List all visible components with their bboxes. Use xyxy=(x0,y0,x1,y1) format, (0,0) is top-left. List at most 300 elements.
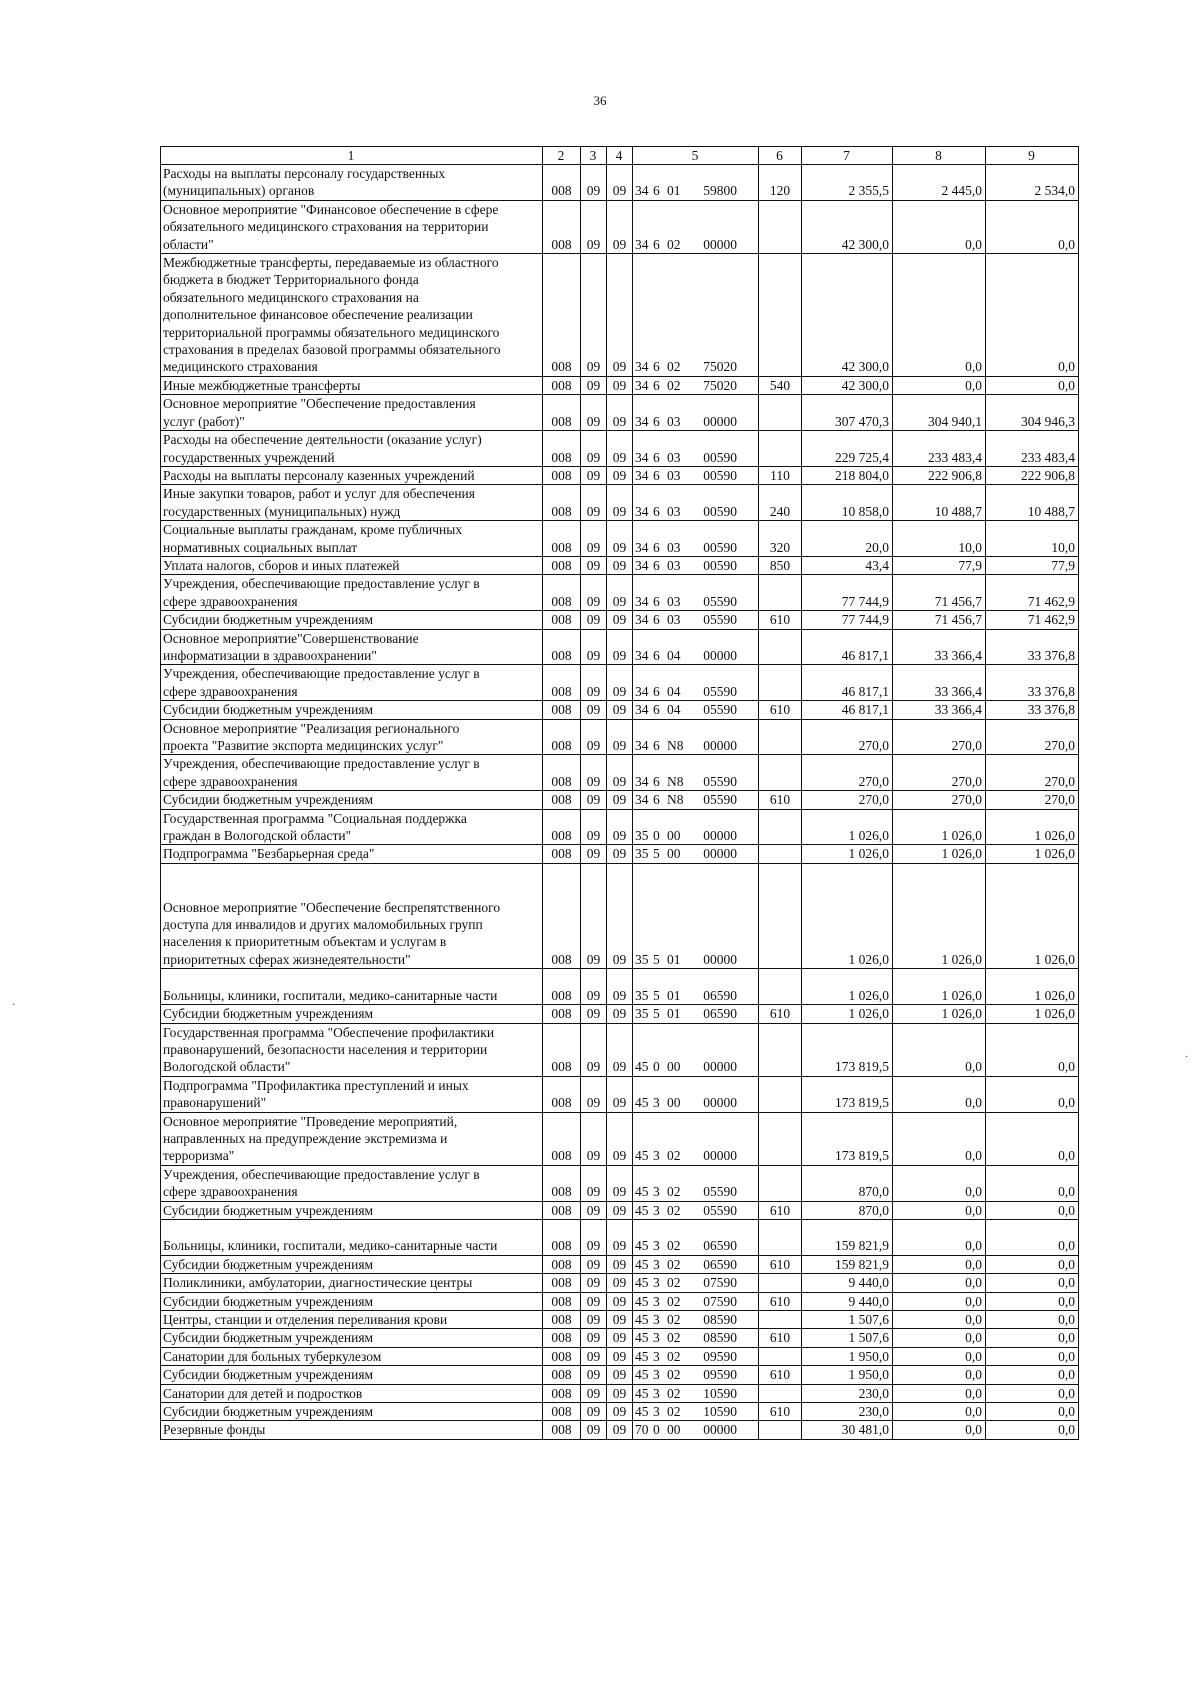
amount-year2-cell: 304 940,1 xyxy=(893,395,986,431)
amount-year3-cell: 0,0 xyxy=(986,1219,1079,1255)
target-article-part: 59800 xyxy=(703,183,737,199)
target-article-part: 35 xyxy=(635,846,649,862)
target-article-part: 05590 xyxy=(703,773,737,789)
target-article-part: 00 xyxy=(667,828,681,844)
scan-mark: · xyxy=(1185,1052,1189,1063)
subsection-code-cell: 09 xyxy=(607,1329,633,1347)
subsection-code-cell: 09 xyxy=(607,1274,633,1292)
target-article-part: 34 xyxy=(635,236,649,252)
row-name-cell: Подпрограмма "Безбарьерная среда" xyxy=(161,845,543,863)
subsection-code-cell: 09 xyxy=(607,719,633,755)
ministry-code-cell: 008 xyxy=(543,1366,581,1384)
row-name-cell: Уплата налогов, сборов и иных платежей xyxy=(161,556,543,574)
target-article-part: 02 xyxy=(667,1275,681,1291)
target-article-cell xyxy=(633,611,759,629)
subsection-code-cell: 09 xyxy=(607,376,633,394)
ministry-code-cell: 008 xyxy=(543,1112,581,1165)
section-code-cell: 09 xyxy=(581,719,607,755)
target-article-part: 00590 xyxy=(703,449,737,465)
expense-type-cell xyxy=(759,1347,802,1365)
header-cell: 8 xyxy=(893,147,986,165)
table-row xyxy=(161,165,1079,201)
target-article-part: 34 xyxy=(635,612,649,628)
amount-year2-cell: 0,0 xyxy=(893,1255,986,1273)
target-article-part: 01 xyxy=(667,1006,681,1022)
section-code-cell: 09 xyxy=(581,521,607,557)
ministry-code-cell: 008 xyxy=(543,1023,581,1076)
target-article-part: 00000 xyxy=(703,236,737,252)
section-code-cell: 09 xyxy=(581,969,607,1005)
ministry-code-cell: 008 xyxy=(543,466,581,484)
row-name-cell: Субсидии бюджетным учреждениям xyxy=(161,1005,543,1023)
expense-type-cell xyxy=(759,1076,802,1112)
target-article-part: 03 xyxy=(667,413,681,429)
expense-type-cell: 240 xyxy=(759,485,802,521)
amount-year3-cell: 0,0 xyxy=(986,1112,1079,1165)
amount-year2-cell: 1 026,0 xyxy=(893,1005,986,1023)
subsection-code-cell: 09 xyxy=(607,521,633,557)
amount-year1-cell: 159 821,9 xyxy=(802,1255,893,1273)
section-code-cell: 09 xyxy=(581,1165,607,1201)
section-code-cell: 09 xyxy=(581,809,607,845)
amount-year2-cell: 270,0 xyxy=(893,791,986,809)
amount-year2-cell: 0,0 xyxy=(893,1023,986,1076)
ministry-code-cell: 008 xyxy=(543,1255,581,1273)
row-name-cell: Субсидии бюджетным учреждениям xyxy=(161,791,543,809)
expense-type-cell: 610 xyxy=(759,1403,802,1421)
row-name-cell: Подпрограмма "Профилактика преступлений и иных правонарушений" xyxy=(161,1076,543,1112)
amount-year2-cell: 0,0 xyxy=(893,376,986,394)
row-name-cell: Основное мероприятие "Реализация регионального проекта "Развитие экспорта медицинских услуг" xyxy=(161,719,543,755)
target-article-part: 03 xyxy=(667,557,681,573)
section-code-cell: 09 xyxy=(581,556,607,574)
target-article-part: 5 xyxy=(653,1006,660,1022)
amount-year2-cell: 0,0 xyxy=(893,1274,986,1292)
expense-type-cell xyxy=(759,755,802,791)
amount-year2-cell: 33 366,4 xyxy=(893,701,986,719)
target-article-cell xyxy=(633,395,759,431)
ministry-code-cell: 008 xyxy=(543,845,581,863)
row-name-cell: Поликлиники, амбулатории, диагностические центры xyxy=(161,1274,543,1292)
amount-year2-cell: 233 483,4 xyxy=(893,431,986,467)
table-row xyxy=(161,575,1079,611)
section-code-cell: 09 xyxy=(581,575,607,611)
amount-year2-cell: 1 026,0 xyxy=(893,969,986,1005)
target-article-cell xyxy=(633,1023,759,1076)
target-article-part: 34 xyxy=(635,647,649,663)
amount-year1-cell: 30 481,0 xyxy=(802,1421,893,1439)
target-article-part: 10590 xyxy=(703,1385,737,1401)
target-article-part: 34 xyxy=(635,557,649,573)
subsection-code-cell: 09 xyxy=(607,431,633,467)
table-row xyxy=(161,701,1079,719)
expense-type-cell: 120 xyxy=(759,165,802,201)
section-code-cell: 09 xyxy=(581,1347,607,1365)
target-article-cell xyxy=(633,431,759,467)
target-article-part: 3 xyxy=(653,1184,660,1200)
target-article-part: 00 xyxy=(667,846,681,862)
expense-type-cell: 610 xyxy=(759,1292,802,1310)
ministry-code-cell: 008 xyxy=(543,431,581,467)
amount-year2-cell: 1 026,0 xyxy=(893,845,986,863)
ministry-code-cell: 008 xyxy=(543,611,581,629)
target-article-part: 34 xyxy=(635,467,649,483)
target-article-part: 00590 xyxy=(703,539,737,555)
amount-year1-cell: 77 744,9 xyxy=(802,575,893,611)
amount-year2-cell: 270,0 xyxy=(893,719,986,755)
amount-year3-cell: 2 534,0 xyxy=(986,165,1079,201)
target-article-part: 75020 xyxy=(703,377,737,393)
expense-type-cell: 610 xyxy=(759,1201,802,1219)
section-code-cell: 09 xyxy=(581,665,607,701)
expense-type-cell xyxy=(759,1165,802,1201)
section-code-cell: 09 xyxy=(581,755,607,791)
expense-type-cell: 540 xyxy=(759,376,802,394)
subsection-code-cell: 09 xyxy=(607,863,633,968)
subsection-code-cell: 09 xyxy=(607,1366,633,1384)
amount-year1-cell: 1 026,0 xyxy=(802,969,893,1005)
subsection-code-cell: 09 xyxy=(607,1403,633,1421)
ministry-code-cell: 008 xyxy=(543,165,581,201)
amount-year3-cell: 1 026,0 xyxy=(986,809,1079,845)
target-article-part: 03 xyxy=(667,449,681,465)
amount-year2-cell: 0,0 xyxy=(893,1366,986,1384)
ministry-code-cell: 008 xyxy=(543,1421,581,1439)
amount-year3-cell: 0,0 xyxy=(986,1403,1079,1421)
amount-year3-cell: 0,0 xyxy=(986,254,1079,377)
target-article-part: 6 xyxy=(653,236,660,252)
target-article-part: 34 xyxy=(635,183,649,199)
amount-year3-cell: 1 026,0 xyxy=(986,969,1079,1005)
target-article-part: 45 xyxy=(635,1148,649,1164)
amount-year1-cell: 270,0 xyxy=(802,755,893,791)
table-row xyxy=(161,1112,1079,1165)
table-row xyxy=(161,200,1079,253)
expense-type-cell: 610 xyxy=(759,791,802,809)
table-header xyxy=(161,147,1079,165)
expense-type-cell: 320 xyxy=(759,521,802,557)
section-code-cell: 09 xyxy=(581,845,607,863)
target-article-part: 00000 xyxy=(703,828,737,844)
target-article-part: 35 xyxy=(635,1006,649,1022)
amount-year2-cell: 0,0 xyxy=(893,200,986,253)
target-article-part: 00 xyxy=(667,1095,681,1111)
target-article-part: 03 xyxy=(667,467,681,483)
amount-year1-cell: 1 026,0 xyxy=(802,845,893,863)
target-article-part: 03 xyxy=(667,539,681,555)
target-article-part: 02 xyxy=(667,1348,681,1364)
subsection-code-cell: 09 xyxy=(607,1165,633,1201)
row-name-cell: Иные межбюджетные трансферты xyxy=(161,376,543,394)
target-article-part: 09590 xyxy=(703,1348,737,1364)
amount-year1-cell: 46 817,1 xyxy=(802,629,893,665)
amount-year1-cell: 229 725,4 xyxy=(802,431,893,467)
target-article-part: 6 xyxy=(653,449,660,465)
target-article-part: 34 xyxy=(635,539,649,555)
amount-year1-cell: 173 819,5 xyxy=(802,1023,893,1076)
target-article-part: 08590 xyxy=(703,1330,737,1346)
row-name-cell: Межбюджетные трансферты, передаваемые из областного бюджета в бюджет Территориального фонда обязательного медицинского страхования на дополнительное финансовое обеспечение реализации территориальной программы обязательного медицинского страхования в пределах базовой программы обязательного медицинского страхования xyxy=(161,254,543,377)
target-article-cell xyxy=(633,1421,759,1439)
table-row xyxy=(161,969,1079,1005)
section-code-cell: 09 xyxy=(581,431,607,467)
table-row xyxy=(161,1329,1079,1347)
ministry-code-cell: 008 xyxy=(543,1347,581,1365)
row-name-cell: Субсидии бюджетным учреждениям xyxy=(161,1366,543,1384)
amount-year3-cell: 0,0 xyxy=(986,1384,1079,1402)
amount-year1-cell: 1 950,0 xyxy=(802,1366,893,1384)
subsection-code-cell: 09 xyxy=(607,466,633,484)
ministry-code-cell: 008 xyxy=(543,1005,581,1023)
target-article-part: 00590 xyxy=(703,503,737,519)
target-article-part: 34 xyxy=(635,359,649,375)
target-article-part: 07590 xyxy=(703,1275,737,1291)
subsection-code-cell: 09 xyxy=(607,1023,633,1076)
table-row xyxy=(161,1005,1079,1023)
section-code-cell: 09 xyxy=(581,254,607,377)
target-article-part: 04 xyxy=(667,647,681,663)
amount-year3-cell: 77,9 xyxy=(986,556,1079,574)
amount-year3-cell: 0,0 xyxy=(986,1292,1079,1310)
target-article-part: 6 xyxy=(653,702,660,718)
section-code-cell: 09 xyxy=(581,466,607,484)
table-row xyxy=(161,1201,1079,1219)
amount-year2-cell: 71 456,7 xyxy=(893,611,986,629)
amount-year1-cell: 270,0 xyxy=(802,791,893,809)
section-code-cell: 09 xyxy=(581,1366,607,1384)
expense-type-cell: 610 xyxy=(759,1329,802,1347)
amount-year2-cell: 0,0 xyxy=(893,1384,986,1402)
target-article-part: 02 xyxy=(667,1256,681,1272)
amount-year1-cell: 20,0 xyxy=(802,521,893,557)
expense-type-cell xyxy=(759,1219,802,1255)
target-article-part: 3 xyxy=(653,1275,660,1291)
expense-type-cell xyxy=(759,1421,802,1439)
target-article-part: 05590 xyxy=(703,792,737,808)
amount-year1-cell: 42 300,0 xyxy=(802,376,893,394)
expense-type-cell xyxy=(759,200,802,253)
target-article-part: 35 xyxy=(635,987,649,1003)
target-article-part: 01 xyxy=(667,183,681,199)
expense-type-cell xyxy=(759,575,802,611)
ministry-code-cell: 008 xyxy=(543,200,581,253)
section-code-cell: 09 xyxy=(581,1023,607,1076)
table-row xyxy=(161,431,1079,467)
target-article-part: 45 xyxy=(635,1275,649,1291)
amount-year3-cell: 71 462,9 xyxy=(986,611,1079,629)
ministry-code-cell: 008 xyxy=(543,1201,581,1219)
ministry-code-cell: 008 xyxy=(543,376,581,394)
section-code-cell: 09 xyxy=(581,1076,607,1112)
target-article-part: 08590 xyxy=(703,1312,737,1327)
subsection-code-cell: 09 xyxy=(607,485,633,521)
target-article-part: 35 xyxy=(635,828,649,844)
target-article-cell xyxy=(633,1384,759,1402)
target-article-part: 6 xyxy=(653,647,660,663)
amount-year2-cell: 33 366,4 xyxy=(893,629,986,665)
section-code-cell: 09 xyxy=(581,1112,607,1165)
target-article-cell xyxy=(633,1366,759,1384)
subsection-code-cell: 09 xyxy=(607,1347,633,1365)
target-article-part: 03 xyxy=(667,503,681,519)
target-article-part: 0 xyxy=(653,1059,660,1075)
row-name-cell: Субсидии бюджетным учреждениям xyxy=(161,1201,543,1219)
target-article-part: 00000 xyxy=(703,951,737,967)
target-article-part: 02 xyxy=(667,236,681,252)
ministry-code-cell: 008 xyxy=(543,556,581,574)
target-article-part: 00000 xyxy=(703,846,737,862)
subsection-code-cell: 09 xyxy=(607,575,633,611)
amount-year3-cell: 1 026,0 xyxy=(986,1005,1079,1023)
subsection-code-cell: 09 xyxy=(607,1005,633,1023)
table-row xyxy=(161,845,1079,863)
amount-year3-cell: 0,0 xyxy=(986,376,1079,394)
ministry-code-cell: 008 xyxy=(543,395,581,431)
amount-year3-cell: 33 376,8 xyxy=(986,701,1079,719)
table-row xyxy=(161,1384,1079,1402)
target-article-cell xyxy=(633,376,759,394)
amount-year2-cell: 0,0 xyxy=(893,1329,986,1347)
target-article-part: 45 xyxy=(635,1312,649,1327)
table-row xyxy=(161,521,1079,557)
target-article-part: 02 xyxy=(667,1312,681,1327)
section-code-cell: 09 xyxy=(581,376,607,394)
amount-year1-cell: 230,0 xyxy=(802,1403,893,1421)
target-article-part: 3 xyxy=(653,1404,660,1420)
target-article-part: 3 xyxy=(653,1293,660,1309)
row-name-cell: Расходы на выплаты персоналу государственных (муниципальных) органов xyxy=(161,165,543,201)
ministry-code-cell: 008 xyxy=(543,1274,581,1292)
expense-type-cell xyxy=(759,809,802,845)
target-article-part: N8 xyxy=(667,792,684,808)
target-article-part: 6 xyxy=(653,792,660,808)
section-code-cell: 09 xyxy=(581,1005,607,1023)
target-article-cell xyxy=(633,719,759,755)
amount-year1-cell: 43,4 xyxy=(802,556,893,574)
amount-year2-cell: 71 456,7 xyxy=(893,575,986,611)
table-row xyxy=(161,719,1079,755)
target-article-part: 02 xyxy=(667,1367,681,1383)
expense-type-cell: 610 xyxy=(759,1005,802,1023)
amount-year3-cell: 33 376,8 xyxy=(986,629,1079,665)
target-article-part: 05590 xyxy=(703,1184,737,1200)
target-article-part: 02 xyxy=(667,377,681,393)
row-name-cell: Субсидии бюджетным учреждениям xyxy=(161,1329,543,1347)
scan-mark: · xyxy=(12,1000,16,1011)
amount-year1-cell: 270,0 xyxy=(802,719,893,755)
target-article-cell xyxy=(633,1329,759,1347)
subsection-code-cell: 09 xyxy=(607,395,633,431)
target-article-part: 6 xyxy=(653,557,660,573)
table-row xyxy=(161,1366,1079,1384)
table-row xyxy=(161,485,1079,521)
target-article-part: 0 xyxy=(653,1422,660,1438)
target-article-cell xyxy=(633,1255,759,1273)
target-article-part: 6 xyxy=(653,183,660,199)
table-row xyxy=(161,466,1079,484)
target-article-cell xyxy=(633,1219,759,1255)
section-code-cell: 09 xyxy=(581,1201,607,1219)
ministry-code-cell: 008 xyxy=(543,1292,581,1310)
amount-year3-cell: 0,0 xyxy=(986,1255,1079,1273)
target-article-part: 3 xyxy=(653,1330,660,1346)
row-name-cell: Субсидии бюджетным учреждениям xyxy=(161,1255,543,1273)
target-article-part: N8 xyxy=(667,738,684,753)
ministry-code-cell: 008 xyxy=(543,575,581,611)
expense-type-cell xyxy=(759,254,802,377)
ministry-code-cell: 008 xyxy=(543,1076,581,1112)
target-article-part: 00000 xyxy=(703,1422,737,1438)
amount-year2-cell: 0,0 xyxy=(893,1421,986,1439)
target-article-part: 6 xyxy=(653,359,660,375)
target-article-cell xyxy=(633,200,759,253)
target-article-part: 3 xyxy=(653,1095,660,1111)
target-article-part: 00000 xyxy=(703,647,737,663)
expense-type-cell xyxy=(759,1384,802,1402)
row-name-cell: Учреждения, обеспечивающие предоставление услуг в сфере здравоохранения xyxy=(161,755,543,791)
target-article-part: 45 xyxy=(635,1184,649,1200)
row-name-cell: Субсидии бюджетным учреждениям xyxy=(161,1292,543,1310)
target-article-part: 02 xyxy=(667,1330,681,1346)
section-code-cell: 09 xyxy=(581,701,607,719)
target-article-cell xyxy=(633,629,759,665)
amount-year2-cell: 0,0 xyxy=(893,1076,986,1112)
target-article-cell xyxy=(633,485,759,521)
target-article-part: 45 xyxy=(635,1238,649,1254)
amount-year2-cell: 0,0 xyxy=(893,1292,986,1310)
target-article-part: 34 xyxy=(635,503,649,519)
row-name-cell: Государственная программа "Обеспечение профилактики правонарушений, безопасности населения и территории Вологодской области" xyxy=(161,1023,543,1076)
header-row xyxy=(161,147,1079,165)
section-code-cell: 09 xyxy=(581,1292,607,1310)
amount-year1-cell: 1 026,0 xyxy=(802,809,893,845)
amount-year1-cell: 230,0 xyxy=(802,1384,893,1402)
section-code-cell: 09 xyxy=(581,1421,607,1439)
target-article-part: 00590 xyxy=(703,557,737,573)
target-article-part: 6 xyxy=(653,593,660,609)
ministry-code-cell: 008 xyxy=(543,1165,581,1201)
section-code-cell: 09 xyxy=(581,1311,607,1329)
ministry-code-cell: 008 xyxy=(543,1384,581,1402)
amount-year1-cell: 1 026,0 xyxy=(802,863,893,968)
amount-year2-cell: 2 445,0 xyxy=(893,165,986,201)
target-article-cell xyxy=(633,1005,759,1023)
target-article-part: 02 xyxy=(667,1293,681,1309)
amount-year3-cell: 0,0 xyxy=(986,1421,1079,1439)
subsection-code-cell: 09 xyxy=(607,1201,633,1219)
expense-type-cell xyxy=(759,431,802,467)
table-row xyxy=(161,1165,1079,1201)
header-cell: 6 xyxy=(759,147,802,165)
section-code-cell: 09 xyxy=(581,1274,607,1292)
row-name-cell: Субсидии бюджетным учреждениям xyxy=(161,611,543,629)
ministry-code-cell: 008 xyxy=(543,1311,581,1329)
amount-year3-cell: 233 483,4 xyxy=(986,431,1079,467)
target-article-cell xyxy=(633,845,759,863)
target-article-part: 02 xyxy=(667,1238,681,1254)
amount-year2-cell: 0,0 xyxy=(893,254,986,377)
target-article-part: 3 xyxy=(653,1148,660,1164)
target-article-part: 45 xyxy=(635,1202,649,1218)
target-article-part: 04 xyxy=(667,702,681,718)
target-article-part: 05590 xyxy=(703,593,737,609)
amount-year3-cell: 0,0 xyxy=(986,1274,1079,1292)
ministry-code-cell: 008 xyxy=(543,809,581,845)
target-article-part: 01 xyxy=(667,987,681,1003)
target-article-cell xyxy=(633,863,759,968)
expense-type-cell xyxy=(759,1112,802,1165)
section-code-cell: 09 xyxy=(581,1329,607,1347)
